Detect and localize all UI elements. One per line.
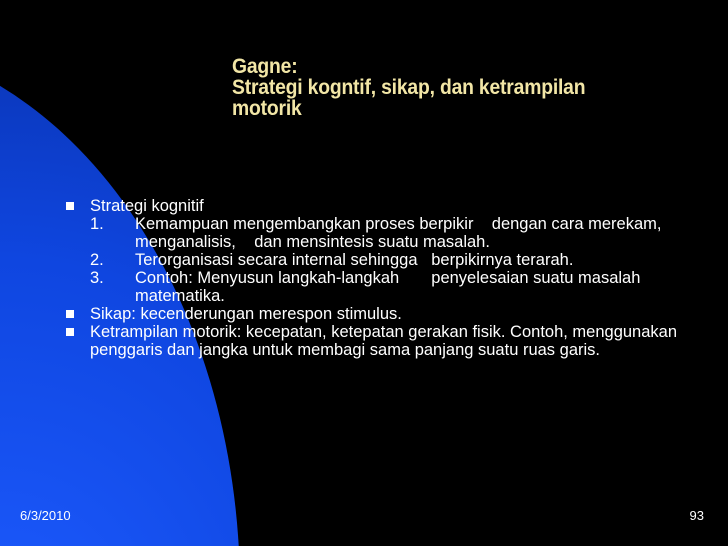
numbered-item [90, 251, 680, 269]
item-number: 1. [90, 215, 104, 233]
square-bullet-icon [66, 328, 74, 336]
slide-body [60, 197, 680, 359]
slide-title [232, 56, 664, 119]
bullet-sikap [60, 305, 680, 323]
item-number: 2. [90, 251, 104, 269]
page-number: 93 [689, 508, 704, 523]
numbered-list [90, 215, 680, 305]
title-line-3: motorik [232, 97, 302, 120]
bullet-text: Ketrampilan motorik: kecepatan, ketepatan gerakan fisik. Contoh, menggunakan penggaris dan jangka untuk membagi sama panjang suatu ruas garis. [90, 323, 678, 359]
title-line-1: Gagne: [232, 55, 298, 78]
bullet-ketrampilan-motorik [60, 323, 680, 359]
numbered-item [90, 269, 680, 305]
item-number: 3. [90, 269, 104, 287]
square-bullet-icon [66, 202, 74, 210]
square-bullet-icon [66, 310, 74, 318]
item-text: Terorganisasi secara internal sehingga berpikirnya terarah. [135, 251, 574, 269]
item-text: Kemampuan mengembangkan proses berpikir dengan cara merekam, menganalisis, dan mensintesis suatu masalah. [135, 215, 667, 251]
numbered-item [90, 215, 680, 251]
footer-date: 6/3/2010 [20, 508, 71, 523]
item-text: Contoh: Menyusun langkah-langkah penyelesaian suatu masalah matematika. [135, 269, 641, 305]
bullet-strategi-kognitif [60, 197, 680, 305]
bullet-text: Sikap: kecenderungan merespon stimulus. [90, 305, 402, 323]
title-line-2: Strategi kogntif, sikap, dan ketrampilan [232, 76, 586, 99]
bullet-text: Strategi kognitif [90, 197, 204, 215]
